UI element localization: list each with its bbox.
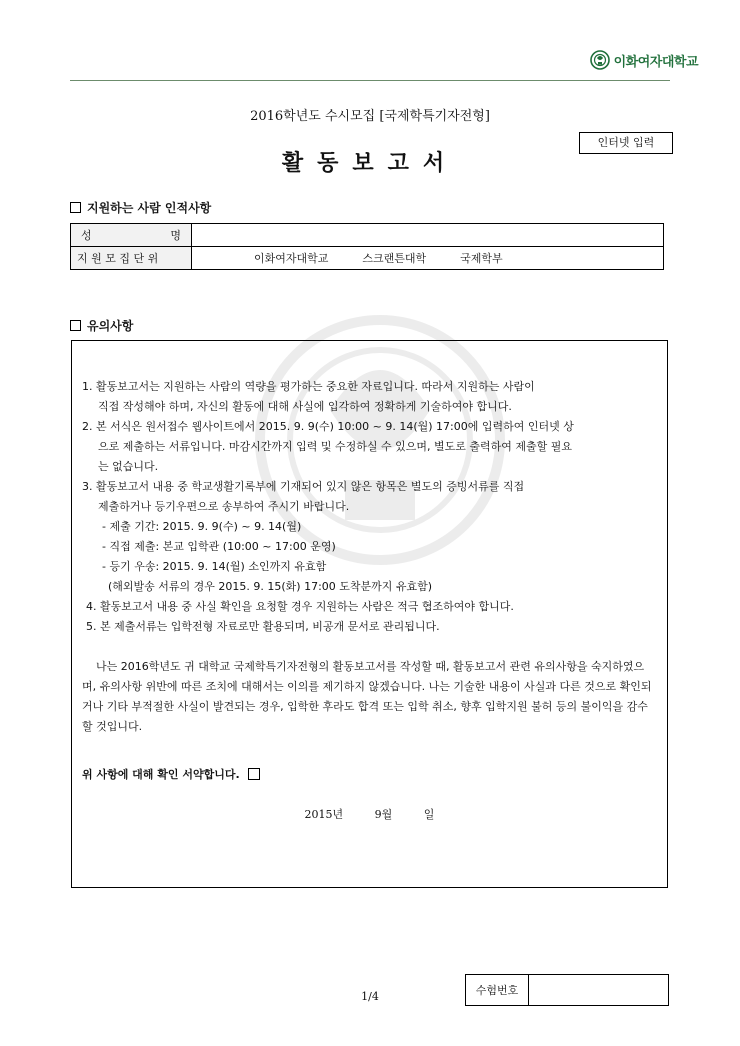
square-bullet-icon xyxy=(70,320,81,331)
notice-item: 2. 본 서식은 원서접수 웹사이트에서 2015. 9. 9(수) 10:00 ~ 9. 14(월) 17:00에 입력하여 인터넷 상 xyxy=(82,420,574,433)
exam-number-label: 수험번호 xyxy=(466,975,529,1005)
name-value-cell[interactable] xyxy=(192,224,664,247)
notice-item: 제출하거나 등기우편으로 송부하여 주시기 바랍니다. xyxy=(98,500,350,513)
date-year: 2015년 xyxy=(304,808,344,821)
notice-section-heading xyxy=(70,317,133,334)
name-label-cell xyxy=(71,224,192,247)
applicant-info-table xyxy=(70,223,664,270)
name-label-left: 성 xyxy=(81,229,92,242)
notice-subitem: - 직접 제출: 본교 입학관 (10:00 ~ 17:00 운영) xyxy=(102,540,336,553)
notice-item: 1. 활동보고서는 지원하는 사람의 역량을 평가하는 중요한 자료입니다. 따라서 지원하는 사람이 xyxy=(82,380,535,393)
applicant-heading-text: 지원하는 사람 인적사항 xyxy=(87,201,212,215)
square-bullet-icon xyxy=(70,202,81,213)
notice-list xyxy=(82,377,657,637)
notice-box xyxy=(71,340,668,888)
notice-subitem: - 등기 우송: 2015. 9. 14(월) 소인까지 유효함 xyxy=(102,560,327,573)
internet-input-badge: 인터넷 입력 xyxy=(579,132,673,154)
notice-subitem: (해외발송 서류의 경우 2015. 9. 15(화) 17:00 도착분까지 유효함) xyxy=(108,580,433,593)
notice-item: 3. 활동보고서 내용 중 학교생활기록부에 기재되어 있지 않은 항목은 별도의 증빙서류를 직접 xyxy=(82,480,525,493)
confirm-text: 위 사항에 대해 확인 서약합니다. xyxy=(82,768,240,781)
pledge-date xyxy=(72,806,667,822)
unit-value-cell xyxy=(192,247,664,270)
notice-item: 직접 작성해야 하며, 자신의 활동에 대해 사실에 입각하여 정확하게 기술하여야 합니다. xyxy=(98,400,512,413)
notice-item: 4. 활동보고서 내용 중 사실 확인을 요청할 경우 지원하는 사람은 적극 협조하여야 합니다. xyxy=(86,600,514,613)
university-logo xyxy=(590,50,698,70)
notice-item: 으로 제출하는 서류입니다. 마감시간까지 입력 및 수정하실 수 있으며, 별도로 출력하여 제출할 필요 xyxy=(98,440,572,453)
applicant-section-heading xyxy=(70,199,211,216)
unit-college: 스크랜튼대학 xyxy=(362,252,427,265)
page-title: 활동보고서 xyxy=(281,150,459,176)
name-label-right: 명 xyxy=(170,229,181,242)
header-divider xyxy=(70,80,670,81)
date-month: 9월 xyxy=(374,808,393,821)
logo-text: 이화여자대학교 xyxy=(613,54,698,70)
unit-university: 이화여자대학교 xyxy=(254,252,329,265)
date-day: 일 xyxy=(423,808,435,821)
unit-row xyxy=(71,247,664,270)
confirm-checkbox[interactable] xyxy=(248,768,260,780)
confirm-pledge xyxy=(82,766,260,782)
name-row xyxy=(71,224,664,247)
admission-subtitle: 2016학년도 수시모집 [국제학특기자전형] xyxy=(250,109,490,124)
notice-heading-text: 유의사항 xyxy=(87,319,134,333)
unit-label-cell: 지 원 모 집 단 위 xyxy=(71,247,192,270)
notice-subitem: - 제출 기간: 2015. 9. 9(수) ~ 9. 14(월) xyxy=(102,520,302,533)
notice-item: 는 없습니다. xyxy=(98,460,159,473)
unit-department: 국제학부 xyxy=(460,252,503,265)
page-number: 1/4 xyxy=(361,990,379,1003)
pledge-text: 나는 2016학년도 귀 대학교 국제학특기자전형의 활동보고서를 작성할 때, 활동보고서 관련 유의사항을 숙지하였으며, 유의사항 위반에 따른 조치에 대해서는 이의를 제기하지 않겠습니다. 나는 기술한 내용이 사실과 다른 것으로 확인되거나 기타 부적절한 사실이 발견되는 경우, 입학한 후라도 합격 또는 입학 취소, 향후 입학지원 불허 등의 불이익을 감수할 것입니다. xyxy=(82,660,652,733)
ewha-emblem-icon xyxy=(590,50,610,70)
notice-item: 5. 본 제출서류는 입학전형 자료로만 활용되며, 비공개 문서로 관리됩니다. xyxy=(86,620,440,633)
